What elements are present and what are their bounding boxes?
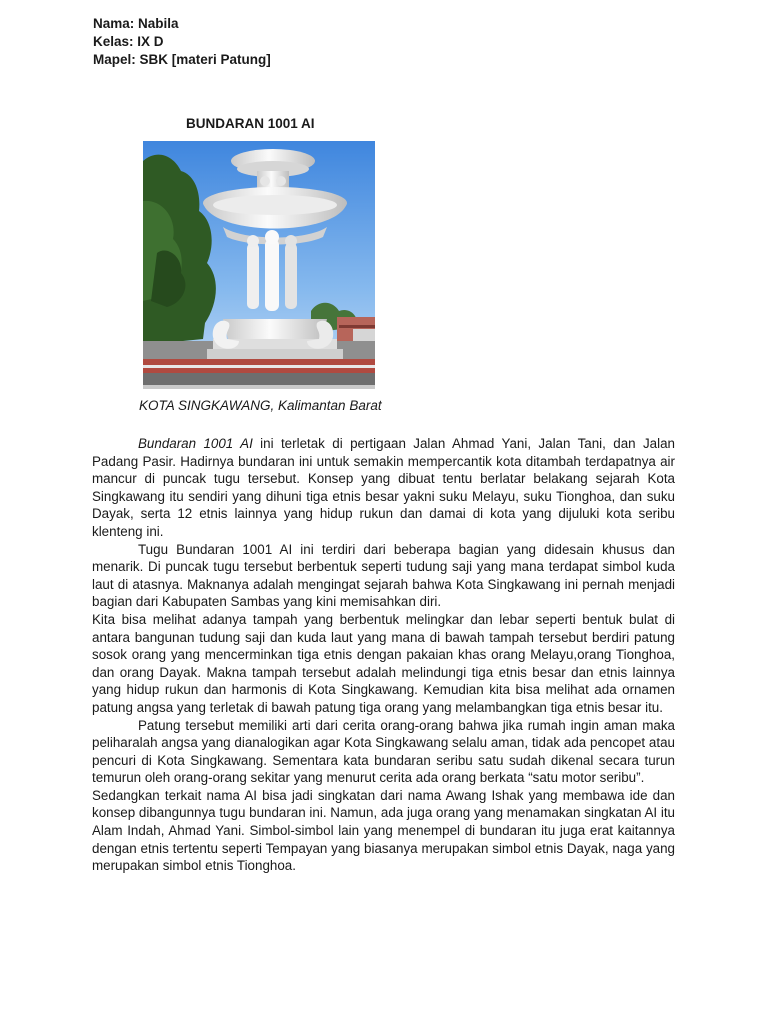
article-body bbox=[92, 435, 675, 875]
paragraph-4: Patung tersebut memiliki arti dari cerita orang-orang bahwa jika rumah ingin aman maka peliharalah angsa yang dianalogikan agar Kota Singkawang selalu aman, tidak ada pencopet atau pencuri di Kota Singkawang. Sementara kata bundaran seribu satu sudah dikenal secara turun temurun oleh orang-orang sekitar yang menurut cerita ada orang berkata “satu motor seribu”. bbox=[92, 717, 675, 786]
paragraph-1 bbox=[92, 435, 675, 541]
monument-photo bbox=[143, 141, 375, 389]
photo-caption: KOTA SINGKAWANG, Kalimantan Barat bbox=[139, 398, 382, 413]
student-info-header bbox=[93, 15, 271, 69]
document-title: BUNDARAN 1001 AI bbox=[186, 116, 315, 131]
monument-name-italic: Bundaran 1001 AI bbox=[138, 436, 253, 451]
paragraph-3: Kita bisa melihat adanya tampah yang berbentuk melingkar dan lebar seperti bentuk bulat di antara bangunan tudung saji dan kuda laut yang mana di bawah tampah tersebut berdiri patung sosok orang yang mencerminkan tiga etnis dengan pakaian khas orang Melayu,orang Tionghoa, dan orang Dayak. Makna tampah tersebut adalah melindungi tiga etnis besar dan etnis lainnya yang hidup rukun dan harmonis di Kota Singkawang. Kemudian kita bisa melihat ada ornamen patung angsa yang terletak di bawah patung tiga orang yang melambangkan tiga etnis besar itu. bbox=[92, 611, 675, 715]
student-name-line: Nama: Nabila bbox=[93, 16, 179, 31]
student-class-line: Kelas: IX D bbox=[93, 34, 164, 49]
paragraph-2: Tugu Bundaran 1001 AI ini terdiri dari beberapa bagian yang didesain khusus dan menarik. Di puncak tugu tersebut berbentuk seperti tudung saji yang mana terdapat simbol kuda laut di atasnya. Maknanya adalah mengingat sejarah bahwa Kota Singkawang ini pernah menjadi bagian dari Kabupaten Sambas yang kini memisahkan diri. bbox=[92, 541, 675, 610]
paragraph-1-text: ini terletak di pertigaan Jalan Ahmad Yani, Jalan Tani, dan Jalan Padang Pasir. Hadirnya bundaran ini untuk semakin mempercantik kota ditambah terdapatnya air mancur di puncak tugu tersebut. Konsep yang dibuat tentu berlatar belakang sejarah Kota Singkawang itu sendiri yang dihuni tiga etnis besar yakni suku Melayu, suku Tionghoa, dan suku Dayak, serta 12 etnis lainnya yang hidup rukun dan damai di kota yang dijuluki kota seribu klenteng ini. bbox=[92, 436, 675, 539]
subject-line: Mapel: SBK [materi Patung] bbox=[93, 52, 271, 67]
paragraph-5: Sedangkan terkait nama AI bisa jadi singkatan dari nama Awang Ishak yang membawa ide dan konsep dibangunnya tugu bundaran ini. Namun, ada juga orang yang menamakan singkatan AI itu Alam Indah, Ahmad Yani. Simbol-simbol lain yang menempel di bundaran itu juga erat kaitannya dengan etnis tertentu seperti Tempayan yang biasanya merupakan simbol etnis Dayak, naga yang merupakan simbol etnis Tionghoa. bbox=[92, 787, 675, 874]
